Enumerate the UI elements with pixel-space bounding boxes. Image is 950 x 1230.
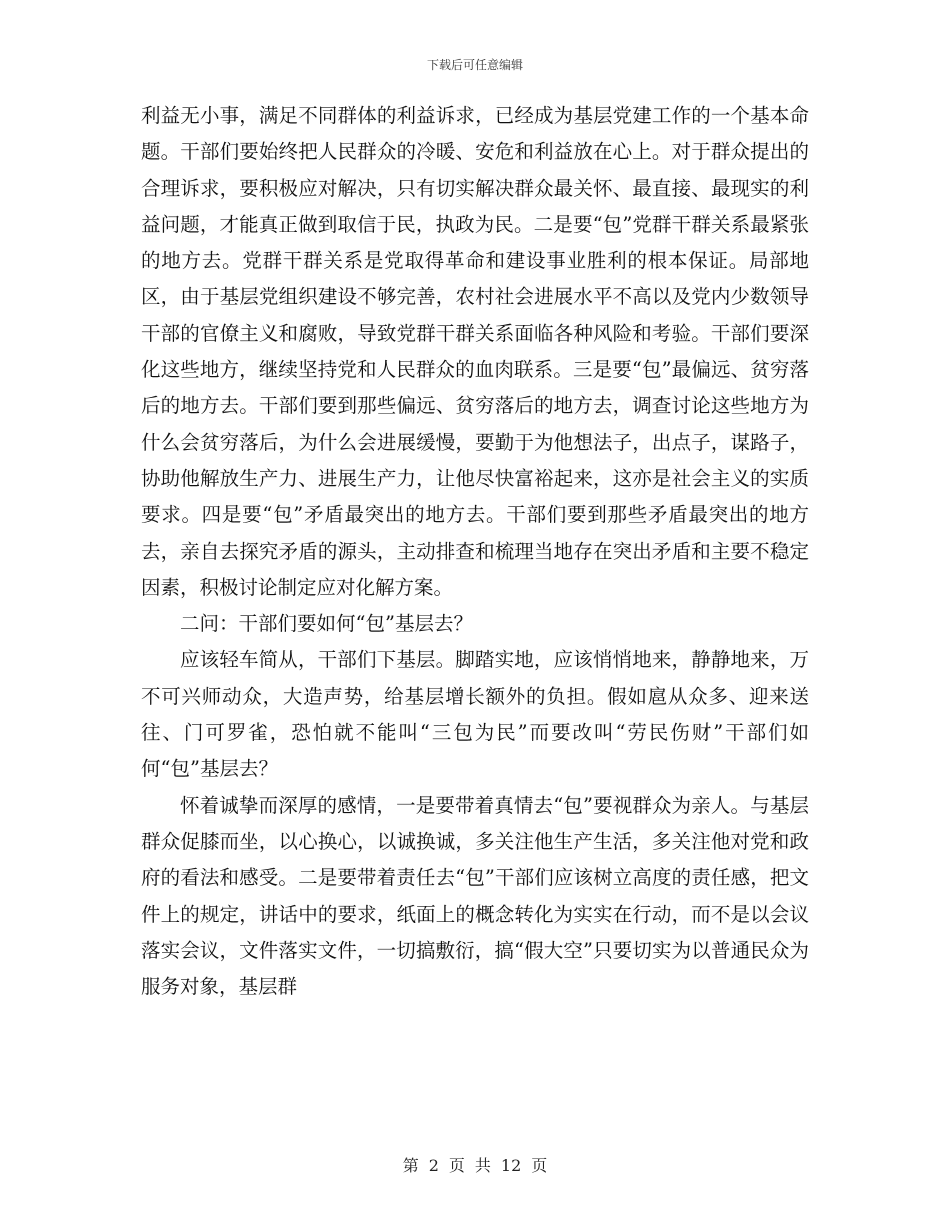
section-heading-question-2: 二问：干部们要如何“包”基层去？: [180, 612, 473, 636]
total-suffix: 页: [531, 1156, 548, 1175]
header-note: 下载后可任意编辑: [426, 58, 523, 72]
total-pages: 12: [500, 1156, 522, 1175]
body-paragraph-2: 应该轻车简从，干部们下基层。脚踏实地，应该悄悄地来，静静地来，万不可兴师动众，大造声势，给基层增长额外的负担。假如扈从众多、迎来送往、门可罗雀，恐怕就不能叫“三包为民”而要改叫“劳民伤财”干部们如何“包”基层去？: [141, 648, 809, 781]
page-footer: [0, 1153, 950, 1176]
body-paragraph-3: 怀着诚挚而深厚的感情，一是要带着真情去“包”要视群众为亲人。与基层群众促膝而坐，以心换心，以诚换诚，多关注他生产生活，多关注他对党和政府的看法和感受。二是要带着责任去“包”干部们应该树立高度的责任感，把文件上的规定，讲话中的要求，纸面上的概念转化为实实在行动，而不是以会议落实会议，文件落实文件，一切搞敷衍，搞“假大空”只要切实为以普通民众为服务对象，基层群: [141, 793, 809, 999]
page-number: 2: [428, 1156, 439, 1175]
total-prefix: 共: [474, 1156, 491, 1175]
page-prefix: 第: [402, 1156, 419, 1175]
page-mid: 页: [448, 1156, 465, 1175]
body-paragraph-1: 利益无小事，满足不同群体的利益诉求，已经成为基层党建工作的一个基本命题。干部们要始终把人民群众的冷暖、安危和利益放在心上。对于群众提出的合理诉求，要积极应对解决，只有切实解决群众最关怀、最直接、最现实的利益问题，才能真正做到取信于民，执政为民。二是要“包”党群干群关系最紧张的地方去。党群干群关系是党取得革命和建设事业胜利的根本保证。局部地区，由于基层党组织建设不够完善，农村社会进展水平不高以及党内少数领导干部的官僚主义和腐败，导致党群干群关系面临各种风险和考验。干部们要深化这些地方，继续坚持党和人民群众的血肉联系。三是要“包”最偏远、贫穷落后的地方去。干部们要到那些偏远、贫穷落后的地方去，调查讨论这些地方为什么会贫穷落后，为什么会进展缓慢，要勤于为他想法子，出点子，谋路子，协助他解放生产力、进展生产力，让他尽快富裕起来，这亦是社会主义的实质要求。四是要“包”矛盾最突出的地方去。干部们要到那些矛盾最突出的地方去，亲自去探究矛盾的源头，主动排查和梳理当地存在突出矛盾和主要不稳定因素，积极讨论制定应对化解方案。: [141, 104, 809, 599]
document-body: [141, 98, 809, 1005]
